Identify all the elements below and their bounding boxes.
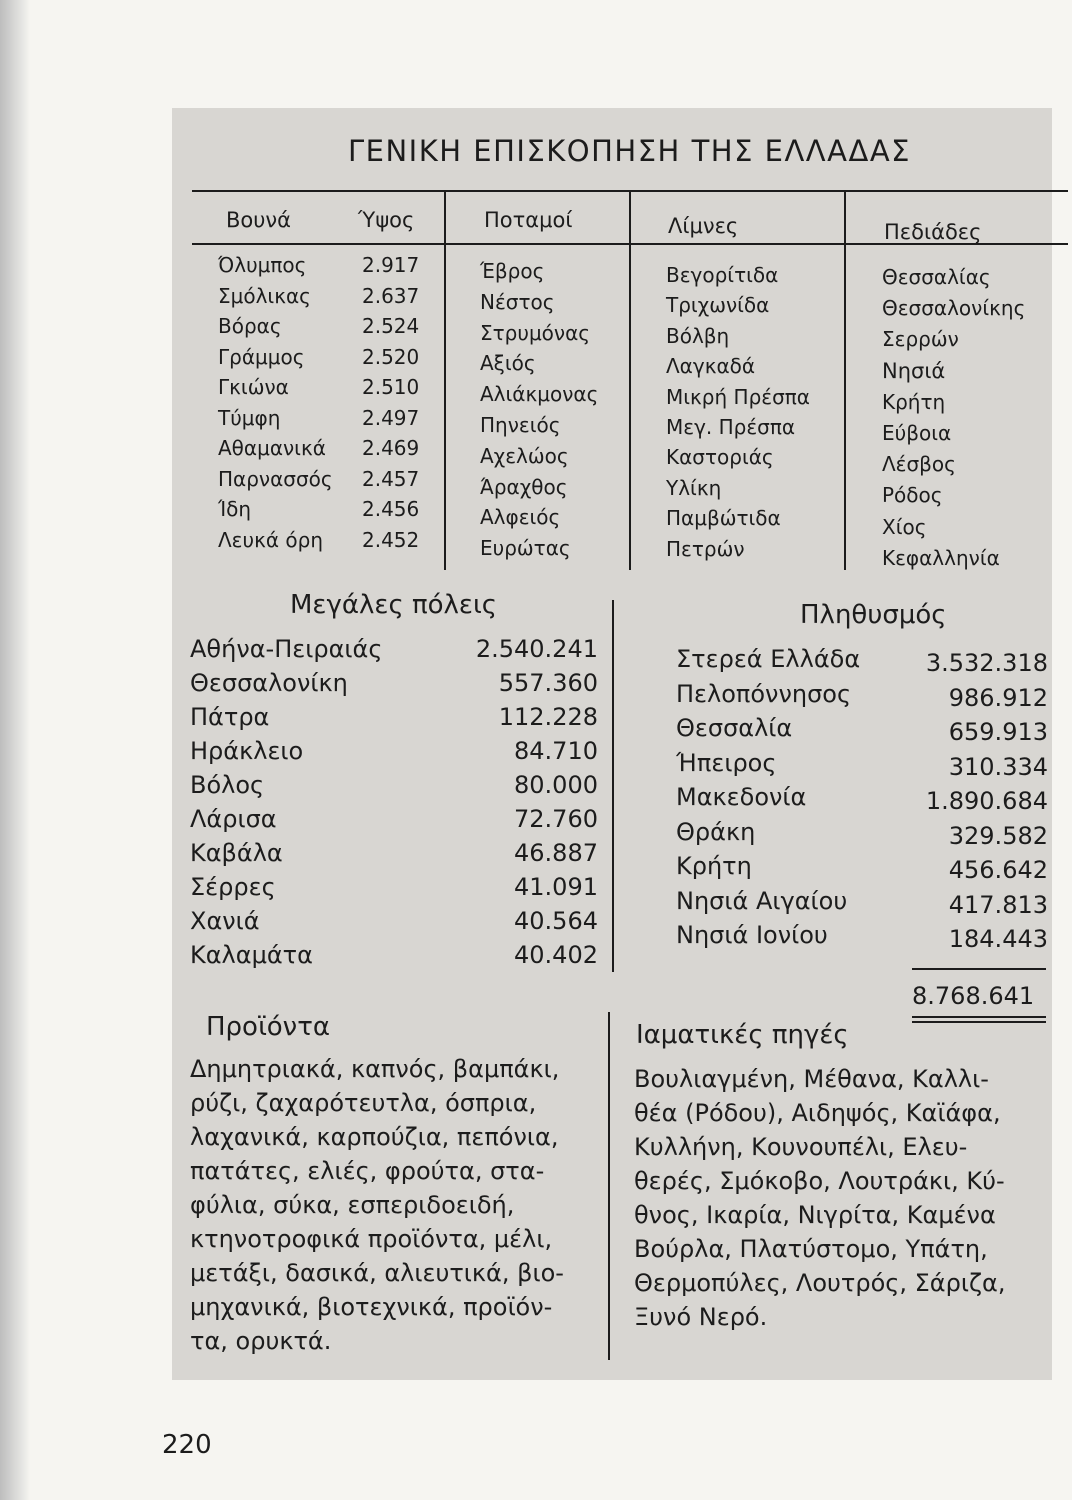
cities-names-column [190, 632, 382, 972]
region-population: 456.642 [948, 856, 1048, 884]
river-name: Ευρώτας [480, 536, 571, 561]
header-mountains: Βουνά [226, 208, 291, 232]
page-number: 220 [162, 1430, 212, 1460]
products-line: μηχανικά, βιοτεχνικά, προϊόν- [190, 1293, 553, 1321]
river-name: Αλιάκμονας [480, 382, 599, 407]
products-paragraph [190, 1052, 564, 1358]
springs-line: θνος, Ικαρία, Νιγρίτα, Καμένα [634, 1201, 996, 1229]
region-name: Θράκη [676, 817, 756, 846]
lake-name: Καστοριάς [666, 445, 774, 470]
lake-name: Μικρή Πρέσπα [666, 384, 810, 409]
lake-name: Μεγ. Πρέσπα [666, 415, 796, 440]
population-total: 8.768.641 [912, 982, 1035, 1010]
island-name: Εύβοια [882, 421, 952, 446]
lakes-column [666, 260, 810, 564]
city-population: 72.760 [514, 805, 598, 833]
city-name: Αθήνα-Πειραιάς [190, 635, 383, 663]
river-name: Αξιός [480, 351, 536, 376]
lake-name: Παμβώτιδα [666, 506, 781, 531]
river-name: Αχελώος [480, 443, 569, 468]
mountain-name: Σμόλικας [218, 283, 311, 308]
river-name: Άραχθος [480, 474, 568, 499]
springs-line: Κυλλήνη, Κουνουπέλι, Ελευ- [634, 1133, 968, 1161]
region-population: 1.890.684 [925, 787, 1048, 815]
mountain-height: 2.497 [362, 405, 420, 430]
header-height: Ύψος [358, 208, 415, 232]
mountain-name: Γράμμος [218, 344, 305, 369]
river-name: Πηνειός [480, 412, 561, 437]
islands-subheading: Νησιά [882, 358, 946, 383]
city-name: Καβάλα [190, 839, 283, 867]
region-name: Νησιά Αιγαίου [676, 886, 848, 915]
region-population: 417.813 [948, 890, 1048, 919]
mountain-height: 2.510 [362, 375, 420, 399]
population-heading: Πληθυσμός [800, 600, 947, 630]
products-line: Δημητριακά, καπνός, βαμπάκι, [190, 1055, 560, 1083]
region-name: Μακεδονία [676, 783, 807, 811]
city-name: Πάτρα [190, 703, 270, 731]
lake-name: Λαγκαδά [666, 354, 756, 379]
city-population: 80.000 [514, 771, 598, 799]
region-population: 3.532.318 [925, 649, 1048, 677]
city-name: Σέρρες [190, 873, 276, 901]
city-name: Ηράκλειο [190, 737, 304, 765]
region-name: Στερεά Ελλάδα [676, 645, 861, 673]
header-rivers: Ποταμοί [484, 208, 573, 232]
header-lakes: Λίμνες [668, 214, 739, 238]
city-name: Χανιά [190, 907, 260, 935]
rivers-column [480, 256, 598, 564]
mountain-height: 2.452 [362, 527, 420, 552]
mountain-name: Ίδη [218, 497, 252, 521]
springs-line: Βουλιαγμένη, Μέθανα, Καλλι- [634, 1065, 989, 1093]
heights-column [362, 250, 419, 555]
products-line: λαχανικά, καρπούζια, πεπόνια, [190, 1123, 559, 1151]
city-population: 112.228 [498, 703, 598, 731]
divider-lakes-plains [844, 190, 846, 570]
sum-rule [912, 968, 1046, 970]
island-name: Κρήτη [882, 389, 946, 414]
city-population: 2.540.241 [475, 635, 598, 663]
mountain-height: 2.637 [362, 283, 420, 308]
region-population: 184.443 [948, 925, 1048, 953]
region-name: Νησιά Ιονίου [676, 921, 828, 949]
mountain-height: 2.469 [362, 436, 420, 460]
springs-line: Βούρλα, Πλατύστομο, Υπάτη, [634, 1235, 988, 1263]
mountain-height: 2.524 [362, 314, 420, 338]
river-name: Αλφειός [480, 505, 561, 530]
city-name: Θεσσαλονίκη [190, 669, 348, 697]
river-name: Στρυμόνας [480, 320, 590, 345]
city-name: Καλαμάτα [190, 941, 313, 969]
products-line: κτηνοτροφικά προϊόντα, μέλι, [190, 1225, 553, 1253]
region-name: Θεσσαλία [676, 714, 793, 742]
mountain-name: Αθαμανικά [218, 436, 326, 460]
mountain-height: 2.917 [362, 253, 420, 277]
lake-name: Βεγορίτιδα [666, 263, 779, 287]
city-population: 41.091 [514, 873, 598, 901]
island-name: Χίος [882, 514, 927, 539]
mountain-height: 2.457 [362, 466, 420, 491]
total-underline-1 [912, 1016, 1046, 1018]
products-line: ρύζι, ζαχαρότευτλα, όσπρια, [190, 1089, 537, 1117]
cities-pop-column [470, 632, 598, 972]
lake-name: Πετρών [666, 536, 745, 561]
mountain-height: 2.520 [362, 344, 420, 369]
products-line: πατάτες, ελιές, φρούτα, στα- [190, 1157, 545, 1185]
region-population: 659.913 [948, 718, 1048, 746]
products-line: τα, ορυκτά. [190, 1327, 332, 1355]
river-name: Νέστος [480, 289, 555, 314]
mountains-column [218, 250, 333, 555]
region-name: Ήπειρος [676, 748, 777, 777]
region-population: 310.334 [948, 752, 1048, 781]
products-line: μετάξι, δασικά, αλιευτικά, βιο- [190, 1259, 564, 1287]
region-name: Κρήτη [676, 852, 752, 880]
mountain-height: 2.456 [362, 497, 420, 521]
island-name: Ρόδος [882, 483, 943, 508]
springs-paragraph [634, 1062, 1005, 1334]
page-edge-shadow [0, 0, 30, 1500]
mountain-name: Τύμφη [218, 405, 281, 430]
region-population: 986.912 [948, 683, 1048, 712]
island-name: Κεφαλληνία [882, 545, 1000, 570]
plains-column [882, 262, 1025, 574]
city-name: Βόλος [190, 771, 265, 799]
divider-products-springs [608, 1012, 610, 1360]
regions-column [676, 642, 860, 953]
lake-name: Βόλβη [666, 323, 730, 348]
products-line: φύλια, σύκα, εσπεριδοειδή, [190, 1191, 515, 1219]
plain-name: Θεσσαλονίκης [882, 296, 1026, 321]
region-pop-column [900, 646, 1048, 957]
divider-mountains-rivers [444, 190, 446, 570]
page-title: ΓΕΝΙΚΗ ΕΠΙΣΚΟΠΗΣΗ ΤΗΣ ΕΛΛΑΔΑΣ [348, 134, 911, 168]
river-name: Έβρος [480, 259, 545, 283]
plain-name: Σερρών [882, 327, 959, 352]
mountain-name: Βόρας [218, 314, 282, 338]
springs-line: Θερμοπύλες, Λουτρός, Σάριζα, [634, 1269, 1006, 1297]
region-population: 329.582 [948, 821, 1048, 850]
lake-name: Τριχωνίδα [666, 293, 770, 318]
total-underline-2 [912, 1021, 1046, 1023]
header-plains: Πεδιάδες [884, 220, 982, 244]
springs-line: θερές, Σμόκοβο, Λουτράκι, Κύ- [634, 1167, 1005, 1195]
city-population: 46.887 [514, 839, 598, 867]
city-population: 84.710 [514, 737, 598, 765]
plain-name: Θεσσαλίας [882, 265, 991, 289]
island-name: Λέσβος [882, 452, 956, 477]
divider-rivers-lakes [629, 190, 631, 570]
products-heading: Προϊόντα [206, 1012, 330, 1042]
springs-line: Ξυνό Νερό. [634, 1303, 768, 1331]
divider-cities-population [612, 600, 614, 972]
cities-heading: Μεγάλες πόλεις [290, 590, 498, 620]
lake-name: Υλίκη [666, 475, 722, 500]
region-name: Πελοπόννησος [676, 679, 852, 708]
city-name: Λάρισα [190, 805, 277, 833]
springs-heading: Ιαματικές πηγές [636, 1020, 849, 1050]
city-population: 40.402 [514, 941, 598, 969]
city-population: 557.360 [498, 669, 598, 697]
mountain-name: Λευκά όρη [218, 527, 323, 552]
springs-line: θέα (Ρόδου), Αιδηψός, Καϊάφα, [634, 1099, 1001, 1127]
mountain-name: Παρνασσός [218, 466, 333, 491]
city-population: 40.564 [514, 907, 598, 935]
mountain-name: Όλυμπος [218, 253, 307, 277]
mountain-name: Γκιώνα [218, 375, 289, 399]
